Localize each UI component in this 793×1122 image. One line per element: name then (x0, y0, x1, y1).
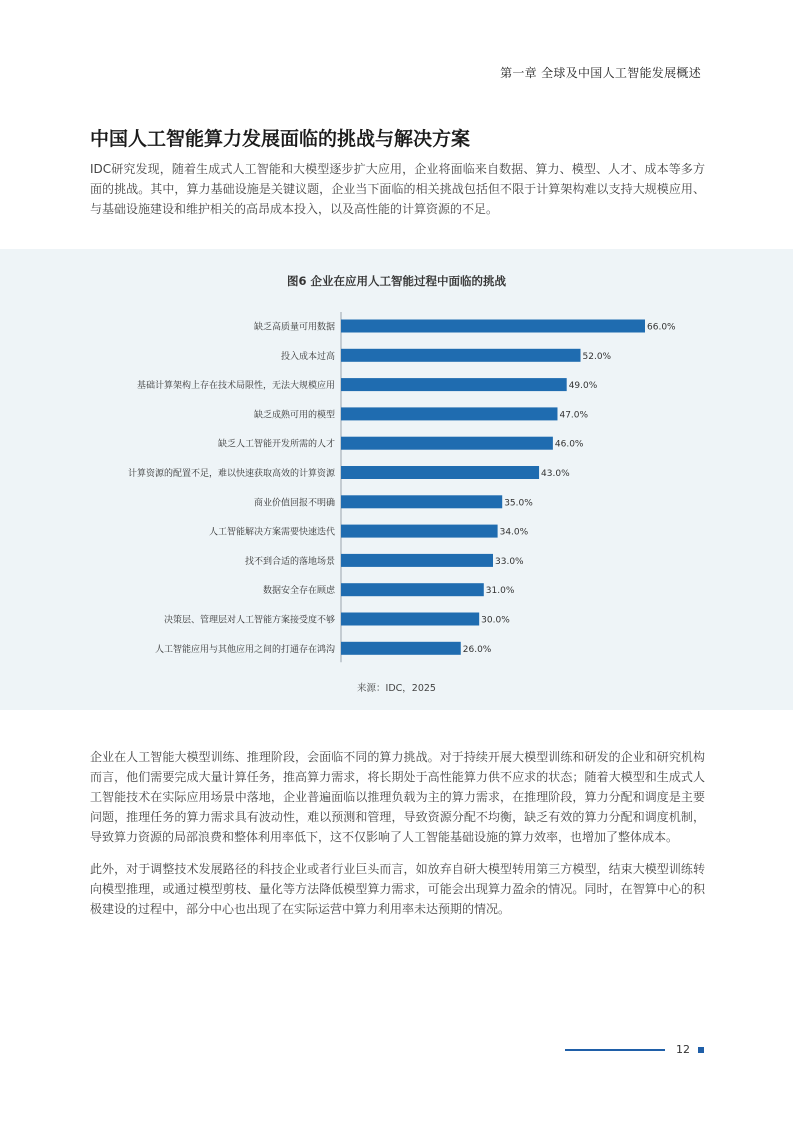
page-number: 12 (676, 1043, 690, 1056)
value-label: 31.0% (485, 586, 515, 597)
value-label: 66.0% (647, 322, 676, 333)
category-label: 缺乏人工智能开发所需的人才 (217, 439, 335, 450)
chapter-header: 第一章 全球及中国人工智能发展概述 (500, 66, 701, 80)
bar (341, 642, 461, 655)
chart-title: 图6 企业在应用人工智能过程中面临的挑战 (286, 274, 506, 288)
bar (341, 466, 539, 479)
category-label: 人工智能应用与其他应用之间的打通存在鸿沟 (154, 644, 335, 655)
intro-paragraph: IDC研究发现，随着生成式人工智能和大模型逐步扩大应用，企业将面临来自数据、算力、模型、人才、成本等多方面的挑战。其中，算力基础设施是关键议题，企业当下面临的相关挑战包括但不限于计算架构难以支持大规模应用、与基础设施建设和维护相关的高昂成本投入，以及高性能的计算资源的不足。 (90, 162, 705, 216)
value-label: 30.0% (481, 615, 510, 626)
section-title: 中国人工智能算力发展面临的挑战与解决方案 (90, 128, 471, 150)
bar (341, 437, 553, 450)
bar (341, 407, 557, 420)
footer-square-icon (698, 1047, 704, 1053)
bar (341, 320, 645, 333)
bar (341, 525, 498, 538)
bar (341, 554, 493, 567)
value-label: 26.0% (462, 644, 492, 655)
bar (341, 349, 581, 362)
category-label: 决策层、管理层对人工智能方案接受度不够 (163, 615, 335, 626)
body-paragraph-3: 此外，对于调整技术发展路径的科技企业或者行业巨头而言，如放弃自研大模型转用第三方模型，结束大模型训练转向模型推理，或通过模型剪枝、量化等方法降低模型算力需求，可能会出现算力盈余的情况。同时，在智算中心的积极建设的过程中，部分中心也出现了在实际运营中算力利用率未达预期的情况。 (90, 862, 705, 916)
category-label: 商业价值回报不明确 (253, 498, 335, 509)
footer-line (565, 1049, 665, 1051)
value-label: 49.0% (568, 381, 598, 392)
value-label: 35.0% (504, 498, 533, 509)
value-label: 33.0% (495, 556, 524, 567)
category-label: 人工智能解决方案需要快速迭代 (208, 527, 335, 538)
value-label: 52.0% (582, 351, 612, 362)
bar-chart (0, 249, 793, 710)
body-paragraph-2: 企业在人工智能大模型训练、推理阶段，会面临不同的算力挑战。对于持续开展大模型训练和研发的企业和研究机构而言，他们需要完成大量计算任务，推高算力需求，将长期处于高性能算力供不应求的状态；随着大模型和生成式人工智能技术在实际应用场景中落地，企业普遍面临以推理负载为主的算力需求，在推理阶段，算力分配和调度是主要问题，推理任务的算力需求具有波动性，难以预测和管理，导致资源分配不均衡，缺乏有效的算力分配和调度机制，导致算力资源的局部浪费和整体利用率低下，这不仅影响了人工智能基础设施的算力效率，也增加了整体成本。 (90, 750, 705, 844)
bar (341, 583, 484, 596)
bar (341, 378, 567, 391)
category-label: 计算资源的配置不足，难以快速获取高效的计算资源 (127, 469, 335, 479)
chart-source: 来源：IDC，2025 (357, 683, 436, 694)
value-label: 46.0% (554, 439, 584, 450)
value-label: 43.0% (541, 469, 570, 479)
category-label: 投入成本过高 (280, 351, 335, 362)
bar (341, 613, 479, 626)
value-label: 47.0% (559, 410, 589, 421)
category-label: 缺乏高质量可用数据 (253, 322, 335, 333)
category-label: 缺乏成熟可用的模型 (253, 410, 335, 421)
category-label: 基础计算架构上存在技术局限性，无法大规模应用 (136, 381, 335, 392)
value-label: 34.0% (499, 527, 529, 538)
bar (341, 495, 502, 508)
category-label: 找不到合适的落地场景 (244, 556, 335, 567)
category-label: 数据安全存在顾虑 (262, 586, 335, 597)
